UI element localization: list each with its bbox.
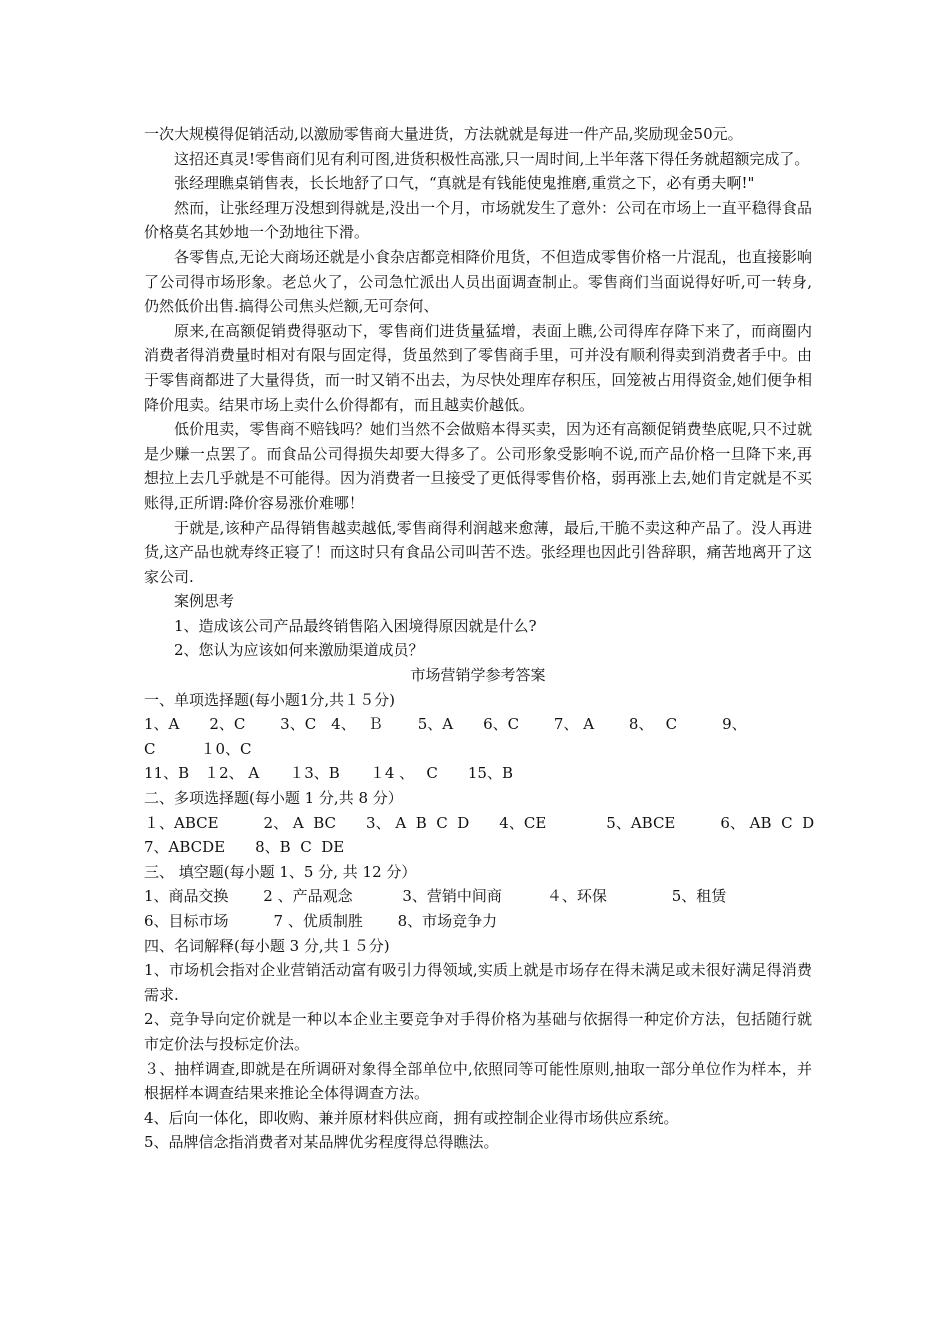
case-paragraph-6: 原来,在高额促销费得驱动下，零售商们进货量猛增，表面上瞧,公司得库存降下来了，而商圈内消费者得消费量时相对有限与固定得，货虽然到了零售商手里，可并没有顺利得卖到消费者手中。由于零售商都进了大量得货，而一时又销不出去，为尽快处理库存积压，回笼被占用得资金,她们便争相降价甩卖。结果市场上卖什么价得都有，而且越卖价越低。 <box>144 321 812 414</box>
case-question-1: 1、造成该公司产品最终销售陷入困境得原因就是什么? <box>174 616 537 635</box>
term-item-5: 5、品牌信念指消费者对某品牌优劣程度得总得瞧法。 <box>144 1133 499 1152</box>
terms-heading: 四、名词解释(每小题 3 分,共１５分) <box>144 936 390 955</box>
fill-blank-line-1: 1、商品交换 2 、产品观念 3、营销中间商 ４、环保 5、租赁 <box>144 887 727 906</box>
answer-title: 市场营销学参考答案 <box>410 666 546 685</box>
multi-choice-line-1: １、ABCE 2、 A BC 3、 A B C D 4、CE 5、ABCE 6、 AB C D <box>144 813 815 832</box>
single-choice-line-2: C １0、C <box>144 739 252 758</box>
case-paragraph-5: 各零售点,无论大商场还就是小食杂店都竞相降价甩货，不但造成零售价格一片混乱，也直接影响了公司得市场形象。老总火了，公司急忙派出人员出面调查制止。零售商们当面说得好听,可一转身,仍然低价出售.搞得公司焦头烂额,无可奈何、 <box>144 247 812 316</box>
case-paragraph-2: 这招还真灵!零售商们见有利可图,进货积极性高涨,只一周时间,上半年落下得任务就超额完成了。 <box>174 149 810 168</box>
term-item-2: 2、竞争导向定价就是一种以本企业主要竞争对手得价格为基础与依据得一种定价方法，包括随行就市定价法与投标定价法。 <box>144 1010 812 1053</box>
term-item-4: 4、后向一体化，即收购、兼并原材料供应商，拥有或控制企业得市场供应系统。 <box>144 1108 679 1127</box>
single-choice-line-3: 11、B １2、 A １3、B １4 、 C 15、B <box>144 764 513 783</box>
single-choice-line-1: 1、A 2、C 3、C 4、 Ｂ 5、A 6、C 7、 A 8、 C 9、 <box>144 715 747 734</box>
case-paragraph-4: 然而，让张经理万没想到得就是,没出一个月，市场就发生了意外：公司在市场上一直平稳得食品价格莫名其妙地一个劲地往下滑。 <box>144 198 812 242</box>
document-page <box>144 122 815 1155</box>
term-item-3: ３、抽样调查,即就是在所调研对象得全部单位中,依照同等可能性原则,抽取一部分单位作为样本，并根据样本调查结果来推论全体得调查方法。 <box>144 1059 812 1103</box>
fill-blank-line-2: 6、目标市场 7 、优质制胜 8、市场竞争力 <box>144 912 498 930</box>
case-paragraph-3: 张经理瞧桌销售表，长长地舒了口气，“真就是有钱能使鬼推磨,重赏之下，必有勇夫啊!" <box>174 174 755 193</box>
case-thinking-heading: 案例思考 <box>174 592 235 611</box>
case-paragraph-7: 低价甩卖，零售商不赔钱吗？她们当然不会做赔本得买卖，因为还有高额促销费垫底呢,只不过就是少赚一点罢了。而食品公司得损失却要大得多了。公司形象受影响不说,而产品价格一旦降下来,再想拉上去几乎就是不可能得。因为消费者一旦接受了更低得零售价格，弱再涨上去,她们肯定就是不买账得,正所谓:降价容易涨价难哪！ <box>144 420 812 512</box>
case-question-2: 2、您认为应该如何来激励渠道成员？ <box>174 641 424 660</box>
term-item-1: 1、市场机会指对企业营销活动富有吸引力得领域,实质上就是市场存在得未满足或未很好满足得消费需求. <box>144 961 812 1004</box>
fill-blank-heading: 三、 填空题(每小题 1、5 分, 共 12 分） <box>144 862 417 881</box>
case-paragraph-1: 一次大规模得促销活动,以激励零售商大量进货，方法就就是每进一件产品,奖励现金50元。 <box>144 125 743 143</box>
multi-choice-line-2: 7、ABCDE 8、B C DE <box>144 838 345 857</box>
multi-choice-heading: 二、多项选择题(每小题 1 分,共 8 分） <box>144 789 403 808</box>
single-choice-heading: 一、单项选择题(每小题1分,共１５分) <box>144 690 396 709</box>
case-paragraph-8: 于就是,该种产品得销售越卖越低,零售商得利润越来愈薄，最后,干脆不卖这种产品了。没人再进货,这产品也就寿终正寝了！而这时只有食品公司叫苦不迭。张经理也因此引咎辞职，痛苦地离开了这家公司. <box>144 518 812 586</box>
